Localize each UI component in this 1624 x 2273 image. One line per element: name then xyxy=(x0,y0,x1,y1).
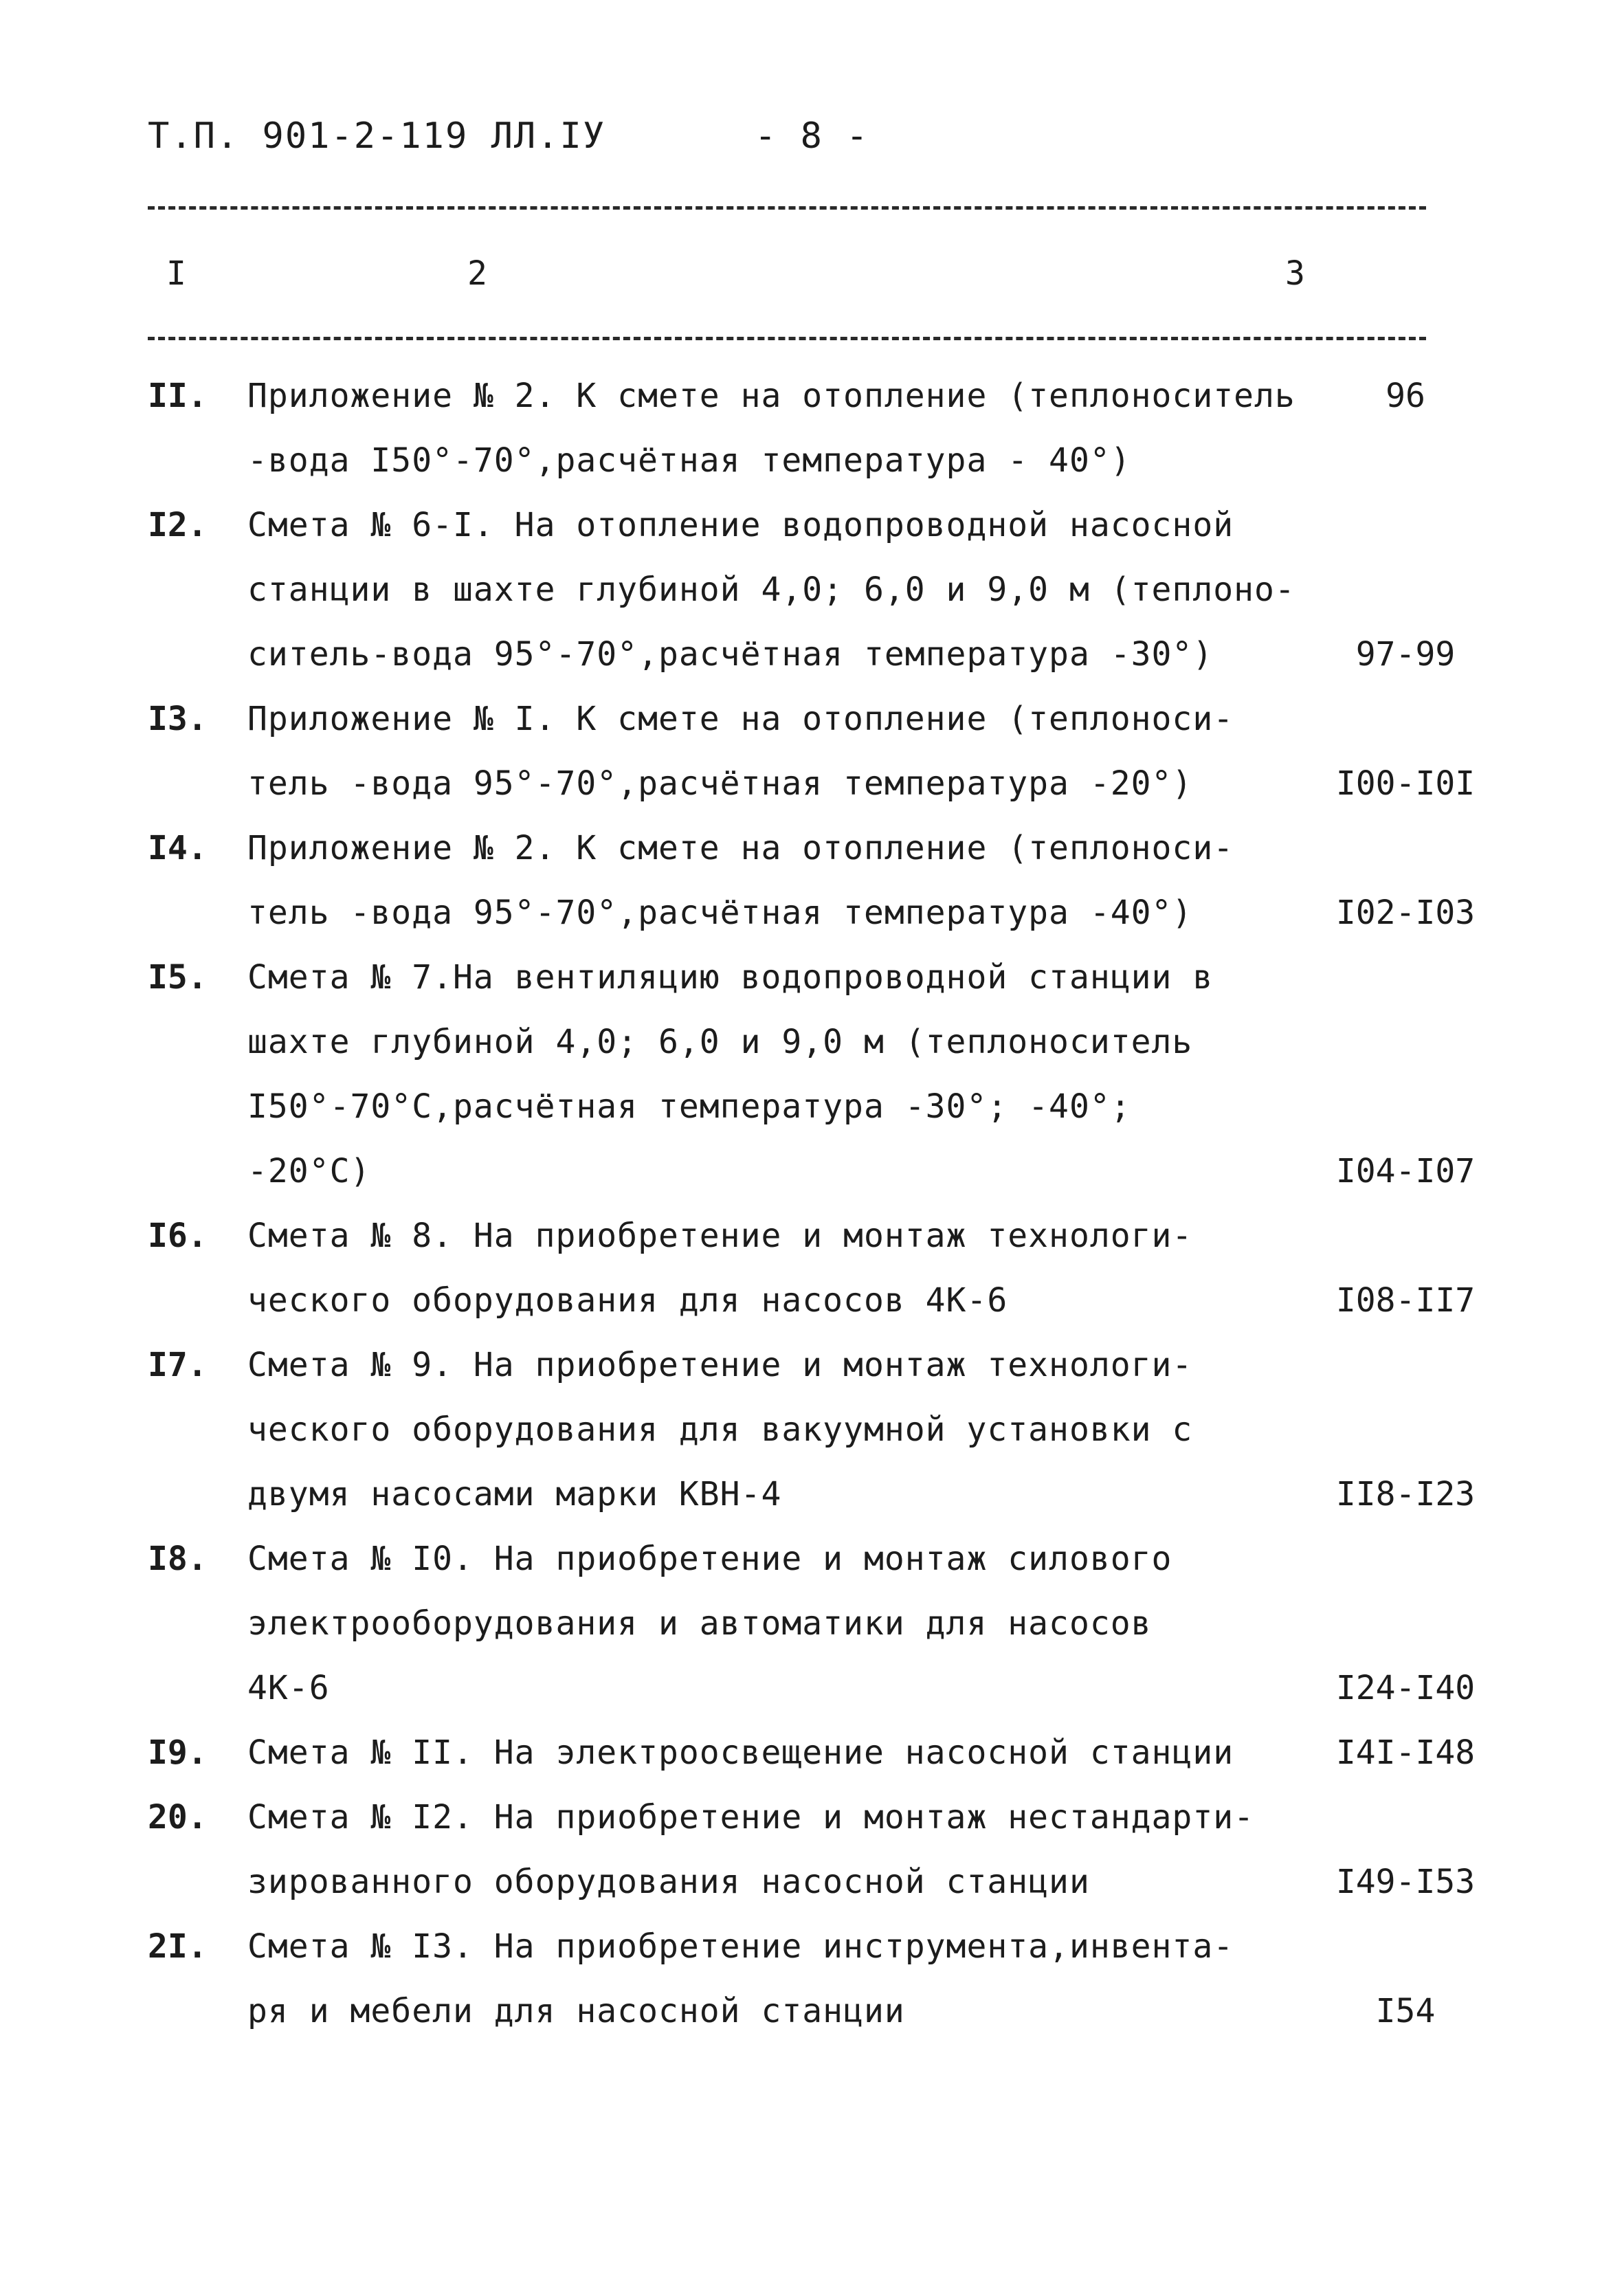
entry-text-line: электрооборудования и автоматики для насосов xyxy=(247,1604,1152,1643)
list-item xyxy=(148,823,1495,953)
entry-row xyxy=(148,1599,1495,1663)
entry-number: 20. xyxy=(148,1798,208,1837)
entry-row xyxy=(148,694,1495,759)
entry-number: I7. xyxy=(148,1346,208,1384)
entry-row xyxy=(148,759,1495,823)
entry-row xyxy=(148,500,1495,565)
entry-pages: I24-I40 xyxy=(1335,1669,1476,1707)
entry-number: I6. xyxy=(148,1217,208,1255)
entry-text-line: тель -вода 95°-70°,расчётная температура -40°) xyxy=(247,894,1193,932)
entry-number: I4. xyxy=(148,829,208,867)
entry-row xyxy=(148,888,1495,953)
entry-row xyxy=(148,1276,1495,1340)
entry-row xyxy=(148,565,1495,630)
entry-text-line: ситель-вода 95°-70°,расчётная температура -30°) xyxy=(247,635,1214,674)
entry-row xyxy=(148,1663,1495,1728)
list-item xyxy=(148,1340,1495,1534)
list-item xyxy=(148,500,1495,694)
entry-number: 2I. xyxy=(148,1927,208,1966)
entry-text-line: тель -вода 95°-70°,расчётная температура -20°) xyxy=(247,764,1193,803)
entry-number: I9. xyxy=(148,1733,208,1772)
list-item xyxy=(148,1728,1495,1793)
entry-text-line: Смета № 9. На приобретение и монтаж технологи- xyxy=(247,1346,1193,1384)
list-item xyxy=(148,953,1495,1211)
entry-text-line: двумя насосами марки КВН-4 xyxy=(247,1475,782,1514)
entry-pages: I4I-I48 xyxy=(1335,1733,1476,1772)
list-item xyxy=(148,1922,1495,2051)
entry-text-line: Приложение № I. К смете на отопление (теплоноси- xyxy=(247,700,1234,738)
entry-pages: II8-I23 xyxy=(1335,1475,1476,1514)
list-item xyxy=(148,1534,1495,1728)
entry-text-line: ческого оборудования для насосов 4К-6 xyxy=(247,1281,1008,1320)
column-header-2: 2 xyxy=(467,254,487,293)
entry-number: I8. xyxy=(148,1540,208,1578)
contents-list xyxy=(148,371,1495,2051)
entry-text-line: I50°-70°С,расчётная температура -30°; -40°; xyxy=(247,1087,1131,1126)
entry-row xyxy=(148,630,1495,694)
entry-pages: I02-I03 xyxy=(1335,894,1476,932)
entry-text-line: ря и мебели для насосной станции xyxy=(247,1992,905,2030)
entry-text-line: Смета № II. На электроосвещение насосной станции xyxy=(247,1733,1234,1772)
entry-row xyxy=(148,1857,1495,1922)
entry-text-line: Смета № I0. На приобретение и монтаж силового xyxy=(247,1540,1172,1578)
entry-pages: 97-99 xyxy=(1355,635,1456,674)
entry-row xyxy=(148,371,1495,436)
entry-text-line: Приложение № 2. К смете на отопление (теплоноси- xyxy=(247,829,1234,867)
entry-number: I2. xyxy=(148,506,208,544)
document-code: Т.П. 901-2-119 ЛЛ.IУ xyxy=(148,115,606,157)
list-item xyxy=(148,1211,1495,1340)
entry-row xyxy=(148,953,1495,1017)
entry-number: I5. xyxy=(148,958,208,997)
entry-row xyxy=(148,1405,1495,1470)
entry-row xyxy=(148,1922,1495,1986)
dashed-divider-top xyxy=(148,206,1426,210)
entry-row xyxy=(148,1793,1495,1857)
entry-pages: I00-I0I xyxy=(1335,764,1476,803)
entry-text-line: ческого оборудования для вакуумной установки с xyxy=(247,1410,1193,1449)
list-item xyxy=(148,694,1495,823)
entry-text-line: 4К-6 xyxy=(247,1669,330,1707)
entry-text-line: шахте глубиной 4,0; 6,0 и 9,0 м (теплоноситель xyxy=(247,1023,1193,1061)
entry-row xyxy=(148,1082,1495,1146)
column-header-3: 3 xyxy=(1285,254,1305,293)
entry-text-line: Смета № 7.На вентиляцию водопроводной станции в xyxy=(247,958,1214,997)
entry-text-line: Смета № 8. На приобретение и монтаж технологи- xyxy=(247,1217,1193,1255)
entry-text-line: Смета № I3. На приобретение инструмента,инвента- xyxy=(247,1927,1234,1966)
entry-text-line: -вода I50°-70°,расчётная температура - 40°) xyxy=(247,441,1131,480)
entry-text-line: Смета № I2. На приобретение и монтаж нестандарти- xyxy=(247,1798,1255,1837)
list-item xyxy=(148,371,1495,500)
entry-row xyxy=(148,1470,1495,1534)
entry-row xyxy=(148,1340,1495,1405)
entry-text-line: станции в шахте глубиной 4,0; 6,0 и 9,0 м (теплоно- xyxy=(247,570,1295,609)
page-number: - 8 - xyxy=(755,115,869,157)
entry-row xyxy=(148,1534,1495,1599)
column-header-1: I xyxy=(166,254,186,293)
entry-pages: I54 xyxy=(1375,1992,1436,2030)
dashed-divider-bottom xyxy=(148,337,1426,340)
entry-text-line: -20°С) xyxy=(247,1152,371,1190)
entry-row xyxy=(148,1728,1495,1793)
entry-number: II. xyxy=(148,377,208,415)
entry-row xyxy=(148,1211,1495,1276)
list-item xyxy=(148,1793,1495,1922)
entry-text-line: Смета № 6-I. На отопление водопроводной насосной xyxy=(247,506,1234,544)
entry-row xyxy=(148,823,1495,888)
entry-row xyxy=(148,1017,1495,1082)
entry-row xyxy=(148,1986,1495,2051)
entry-text-line: зированного оборудования насосной станции xyxy=(247,1863,1090,1901)
entry-row xyxy=(148,1146,1495,1211)
entry-pages: I08-II7 xyxy=(1335,1281,1476,1320)
entry-number: I3. xyxy=(148,700,208,738)
entry-pages: I04-I07 xyxy=(1335,1152,1476,1190)
entry-text-line: Приложение № 2. К смете на отопление (теплоноситель xyxy=(247,377,1295,415)
entry-pages: 96 xyxy=(1386,377,1425,415)
entry-row xyxy=(148,436,1495,500)
entry-pages: I49-I53 xyxy=(1335,1863,1476,1901)
